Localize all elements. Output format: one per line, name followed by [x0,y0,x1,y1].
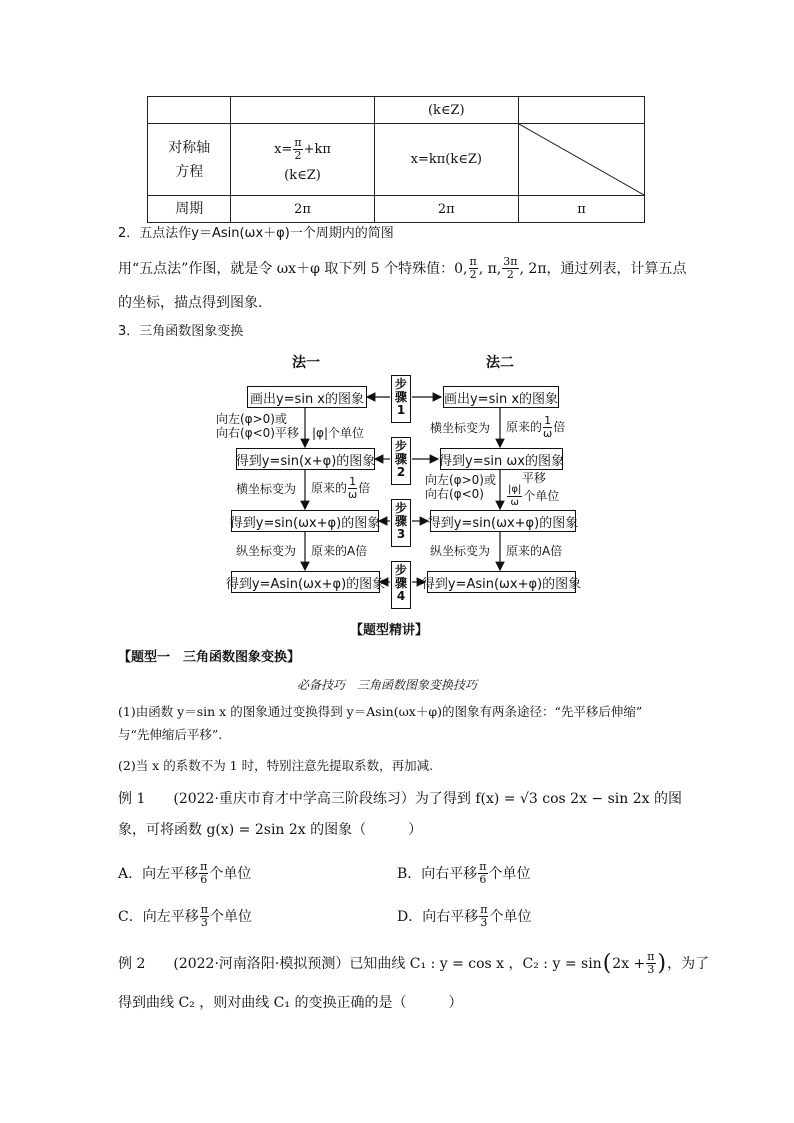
row-header-symmetry-axis: 对称轴 方程 [148,124,231,196]
flow-label: 原来的 $\frac{1}{\omega}$ 倍 [311,475,371,501]
type-1-heading: 【题型一 三角函数图象变换】 [118,650,301,665]
table-cell: (k∈Z) [374,97,518,124]
step-1-box: 步 骤 1 [391,375,411,423]
flow-right-box-1: 画出y=sin x的图象 [443,386,559,408]
tip-2: (2)当 x 的系数不为 1 时，特别注意先提取系数，再加减. [118,758,434,773]
flow-right-box-2: 得到y=sin ωx的图象 [440,448,563,470]
row-header-period: 周期 [148,196,231,223]
example-1-line1: 例 1 (2022·重庆市育才中学高三阶段练习）为了得到 f(x) = √3 cos 2x − sin 2x 的图 [118,791,682,807]
fraction: $\frac{3\pi}{2}$ [503,255,518,281]
flow-label: 横坐标变为 [236,482,297,496]
flow-label: 原来的A倍 [311,544,368,558]
section-2-line1: 用“五点法”作图，就是令 ωx＋φ 取下列 5 个特殊值：0, $\frac{\pi}{2}$ , π, $\frac{3\pi}{2}$ , 2π，通过列表，计算五点 [118,255,687,281]
flow-left-box-3: 得到y=sin(ωx+φ)的图象 [231,510,379,532]
flow-label: 向右(φ<0) [425,487,484,501]
flow-label: 原来的 $\frac{1}{\omega}$ 倍 [506,414,566,440]
flow-label: 向左(φ>0)或 [216,412,287,426]
table-cell: π [518,196,644,223]
example-1-option-c: C．向左平移 $\frac{\pi}{3}$ 个单位 [118,903,252,929]
section-2-line2: 的坐标，描点得到图象. [118,295,263,311]
table-cell: 2π [231,196,374,223]
example-2-line2: 得到曲线 C₂ ，则对曲线 C₁ 的变换正确的是（ ） [118,995,463,1011]
table-cell: 2π [374,196,518,223]
flow-label: 纵坐标变为 [430,544,491,558]
fraction: $\frac{\pi}{2}$ [469,255,477,281]
method-one-heading: 法一 [292,355,320,371]
example-1-option-b: B．向右平移 $\frac{\pi}{6}$ 个单位 [397,860,531,886]
step-3-box: 步 骤 3 [391,499,411,547]
tip-1-line2: 与“先伸缩后平移”. [118,727,223,742]
flow-label: $\frac{|\varphi|}{\omega}$ 个单位 [508,484,560,508]
tip-title: 必备技巧 三角函数图象变换技巧 [297,678,478,692]
flow-left-box-1: 画出y=sin x的图象 [247,386,367,408]
method-two-heading: 法二 [486,355,514,371]
step-2-box: 步 骤 2 [391,437,411,485]
flow-label: 平移 [522,471,547,485]
flow-label: |φ|个单位 [312,426,365,440]
flow-right-box-3: 得到y=sin(ωx+φ)的图象 [430,510,576,532]
flow-left-box-4: 得到y=Asin(ωx+φ)的图象 [231,571,380,593]
example-1-option-a: A．向左平移 $\frac{\pi}{6}$ 个单位 [118,860,252,886]
tip-1-line1: (1)由函数 y＝sin x 的图象通过变换得到 y＝Asin(ωx＋φ)的图象有两条途径：“先平移后伸缩” [118,704,643,719]
step-4-box: 步 骤 4 [391,561,411,609]
flow-label: 向左(φ>0)或 [425,473,496,487]
example-2-line1: 例 2 (2022·河南洛阳·模拟预测）已知曲线 C₁ : y = cos x ，C₂ : y = sin ( 2x + $\frac{\pi}{3}$ ) ，为了 [118,950,710,976]
table-cell: x= $\frac{\pi}{2}$ +kπ (k∈Z) [231,124,374,196]
flow-label: 纵坐标变为 [236,544,297,558]
example-1-option-d: D．向右平移 $\frac{\pi}{3}$ 个单位 [397,903,532,929]
example-1-line2: 象，可将函数 g(x) = 2sin 2x 的图象（ ） [118,822,423,838]
section-3-heading: 3．三角函数图象变换 [118,324,244,339]
flow-label: 横坐标变为 [430,421,491,435]
section-2-heading: 2．五点法作y＝Asin(ωx＋φ)一个周期内的简图 [118,226,394,241]
flow-label: 向右(φ<0)平移 [216,426,299,440]
flow-left-box-2: 得到y=sin(x+φ)的图象 [236,448,375,470]
table-cell: x=kπ(k∈Z) [374,124,518,196]
flow-right-box-4: 得到y=Asin(ωx+φ)的图象 [427,571,576,593]
fraction: $\frac{\pi}{2}$ [294,135,302,162]
section-title: 【题型精讲】 [350,623,429,638]
flow-label: 原来的A倍 [506,544,563,558]
